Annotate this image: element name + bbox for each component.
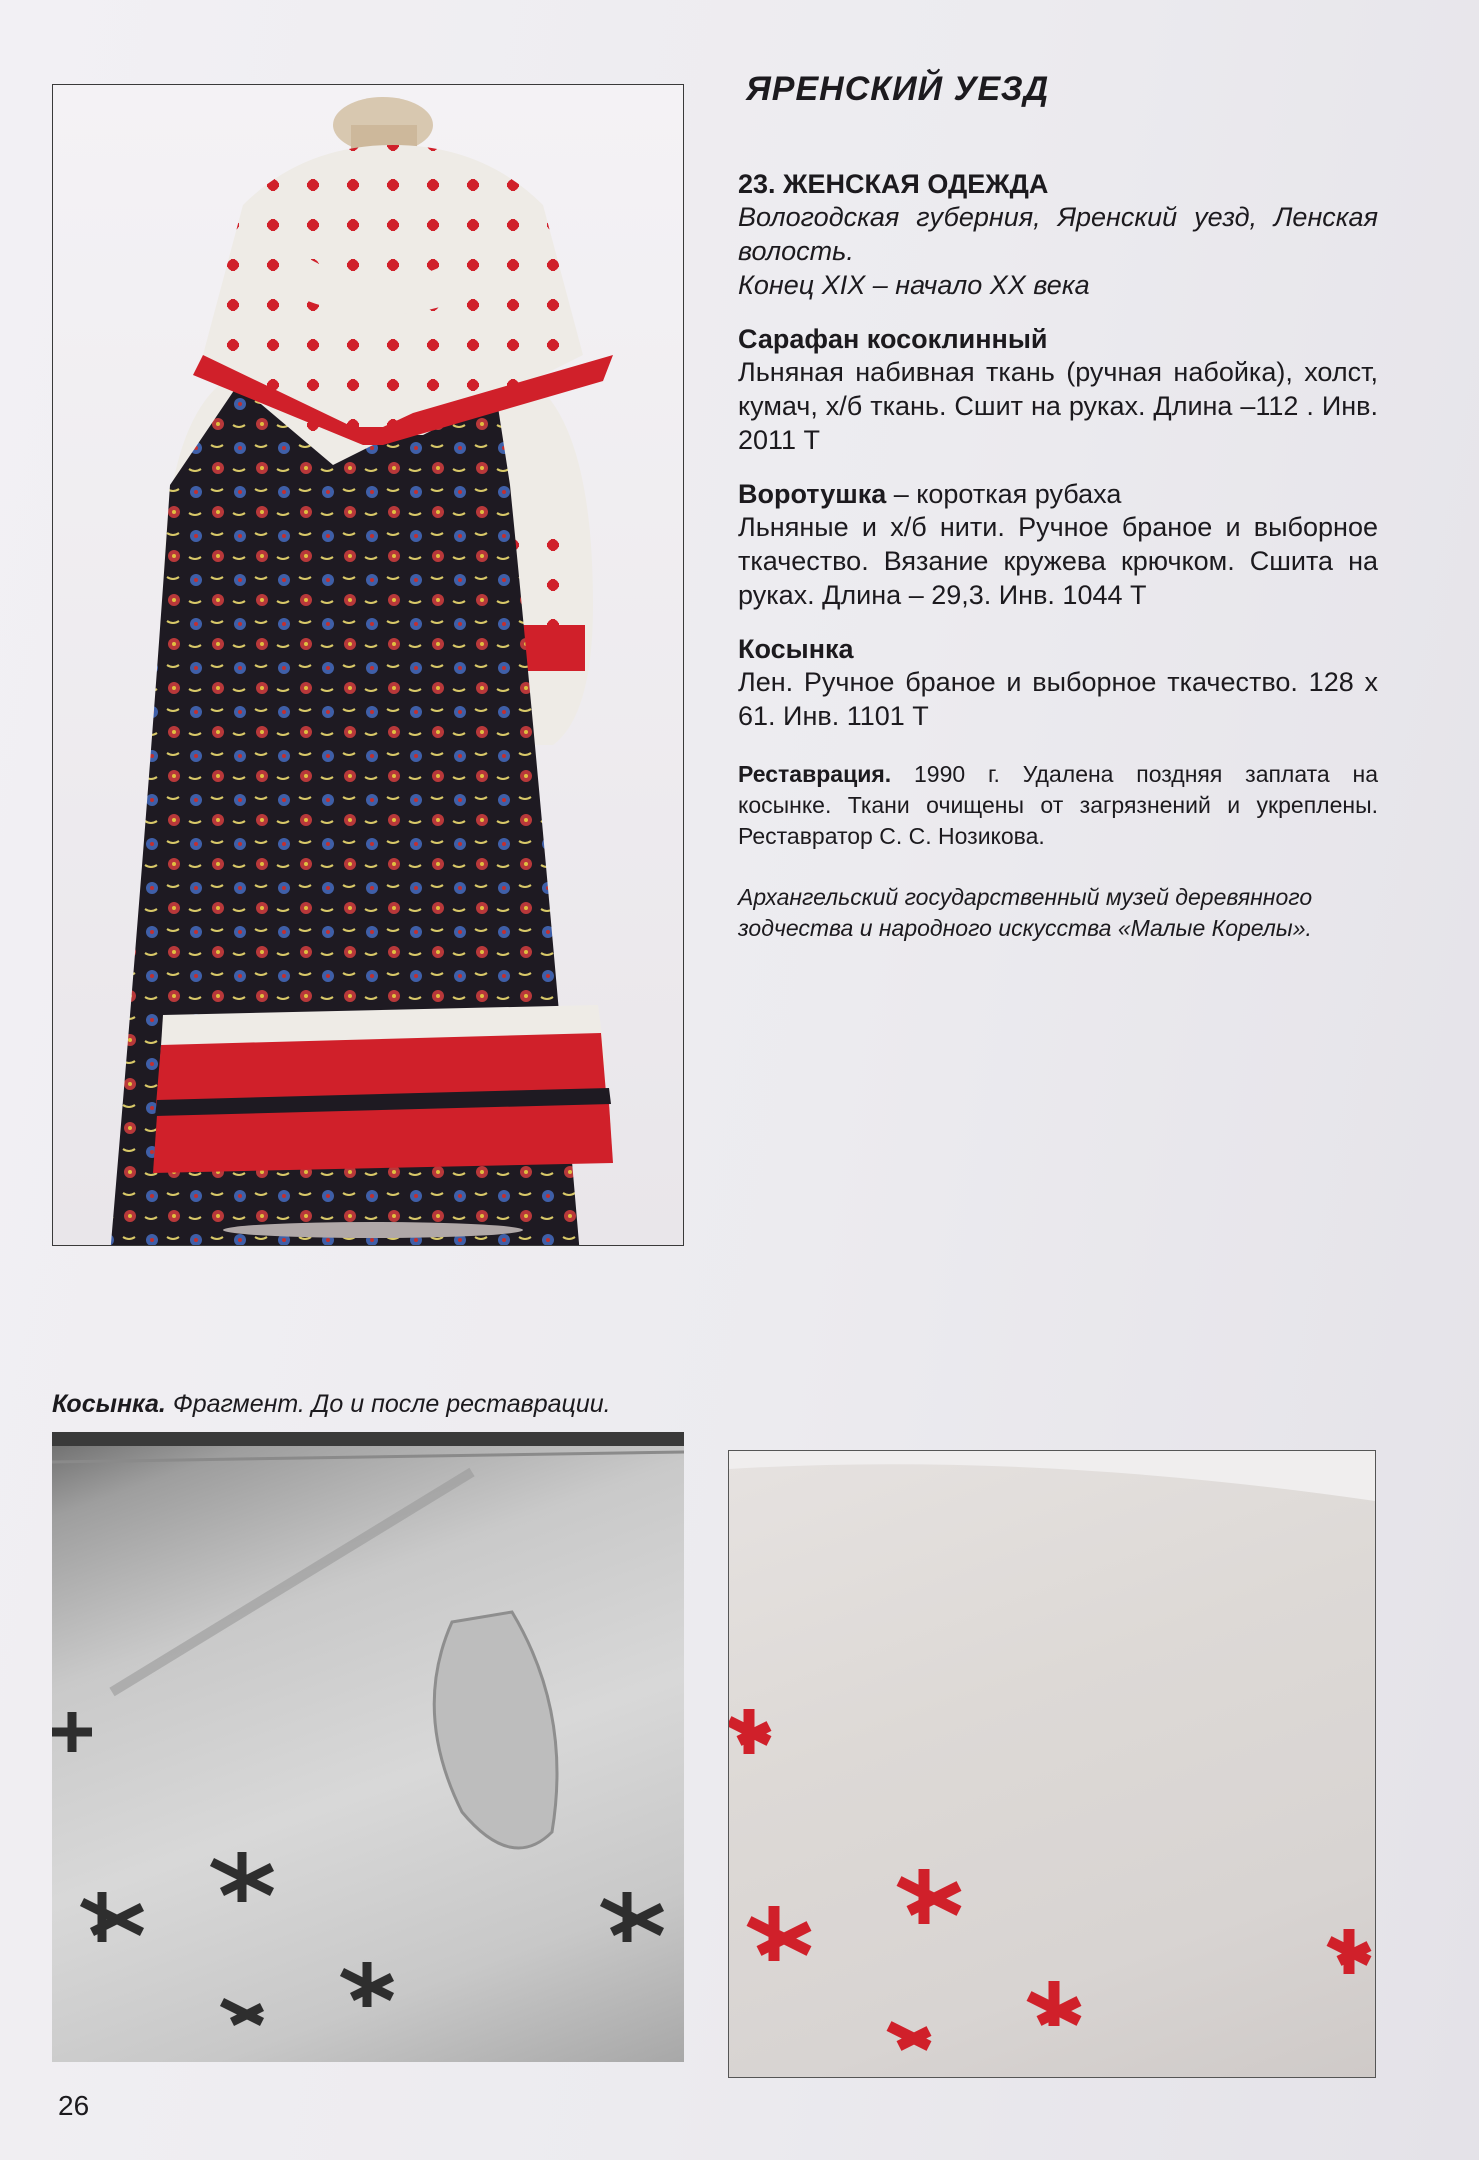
vorotushka-title: Воротушка	[738, 479, 887, 509]
restoration-label: Реставрация.	[738, 761, 892, 787]
restoration-text: 1990 г. Удалена поздняя заплата на косынке. Ткани очищены от загрязнений и укреплены. Реставратор С. С. Нозикова.	[738, 761, 1379, 849]
item-heading: 23. ЖЕНСКАЯ ОДЕЖДА	[738, 169, 1049, 199]
section-title: ЯРЕНСКИЙ УЕЗД	[746, 70, 1050, 108]
museum-credit: Архангельский государственный музей деревянного зодчества и народного искусства «Малые Корелы».	[738, 884, 1313, 941]
item-date: Конец XIX – начало XX века	[738, 270, 1090, 300]
vorotushka-heading	[738, 479, 1378, 510]
fragment-caption	[52, 1390, 611, 1419]
vorotushka-subtitle: – короткая рубаха	[893, 479, 1122, 509]
fragment-before-illustration	[52, 1432, 684, 2062]
fragment-before-photo	[52, 1432, 684, 2062]
caption-label: Косынка.	[52, 1390, 166, 1418]
fragment-after-photo	[728, 1450, 1376, 2078]
kosynka-text: Лен. Ручное браное и выборное ткачество. 128 х 61. Инв. 1101 Т	[738, 667, 1378, 731]
fragment-after-illustration	[729, 1451, 1375, 2077]
vorotushka-text: Льняные и х/б нити. Ручное браное и выборное ткачество. Вязание кружева крючком. Сшита на руках. Длина – 29,3. Инв. 1044 Т	[738, 512, 1378, 610]
item-region: Вологодская губерния, Яренский уезд, Ленская волость.	[738, 202, 1378, 266]
description-column	[738, 70, 1378, 944]
restoration-note	[738, 759, 1378, 852]
kosynka-title: Косынка	[738, 634, 854, 664]
caption-text: Фрагмент. До и после реставрации.	[172, 1390, 611, 1418]
sarafan-title: Сарафан косоклинный	[738, 324, 1048, 354]
costume-illustration	[53, 85, 684, 1246]
sarafan-text: Льняная набивная ткань (ручная набойка), холст, кумач, х/б ткань. Сшит на руках. Длина –112 . Инв. 2011 Т	[738, 357, 1378, 455]
page-number: 26	[58, 2090, 90, 2121]
costume-photo	[52, 84, 684, 1246]
